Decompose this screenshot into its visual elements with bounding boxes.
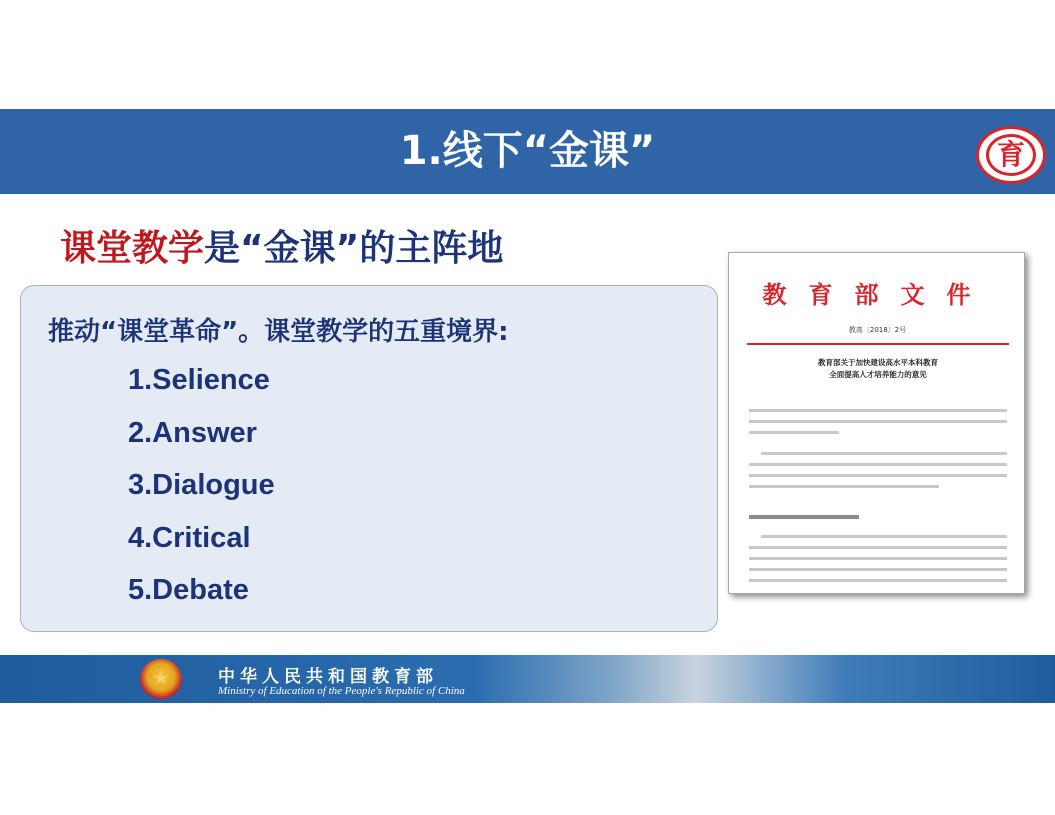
list-item: 3.Dialogue (128, 469, 275, 501)
document-text-line (761, 452, 1007, 455)
document-text-line (749, 420, 1007, 423)
document-text-line (749, 546, 1007, 549)
panel-title: 推动“课堂革命”。课堂教学的五重境界: (48, 317, 509, 347)
document-subheading (749, 515, 859, 519)
slide-title: 1.线下“金课” (399, 128, 656, 174)
document-image (728, 252, 1025, 594)
document-text-line (749, 431, 839, 434)
document-text-line (749, 474, 1007, 477)
emblem-star-icon: ★ (152, 668, 170, 689)
national-emblem-icon (140, 659, 182, 699)
document-text-line (761, 535, 1007, 538)
document-text-line (749, 485, 939, 488)
footer-org-english: Ministry of Education of the People's Republic of China (218, 685, 465, 697)
document-title (747, 357, 1009, 381)
heading-emphasis: 课堂教学 (60, 228, 205, 269)
university-logo (976, 126, 1046, 184)
list-item: 5.Debate (128, 574, 249, 606)
footer-org-chinese: 中华人民共和国教育部 (218, 667, 438, 687)
list-item: 2.Answer (128, 416, 257, 449)
document-red-rule (747, 343, 1009, 345)
document-text-line (749, 579, 1007, 582)
document-title-line1: 教育部关于加快建设高水平本科教育 (818, 358, 938, 367)
document-number: 教高〔2018〕2号 (848, 326, 907, 334)
list-item: 4.Critical (128, 521, 251, 554)
document-text-line (749, 568, 1007, 571)
document-header: 教育部文件 (762, 280, 993, 309)
document-text-line (749, 557, 1007, 560)
document-text-line (749, 409, 1007, 412)
document-title-line2: 全面提高人才培养能力的意见 (829, 370, 927, 379)
document-text-line (749, 463, 1007, 466)
realm-list (128, 358, 275, 621)
logo-glyph: 育 (996, 138, 1025, 171)
main-heading (60, 220, 503, 271)
heading-rest: 是“金课”的主阵地 (204, 228, 504, 269)
list-item: 1.Selience (128, 364, 270, 396)
